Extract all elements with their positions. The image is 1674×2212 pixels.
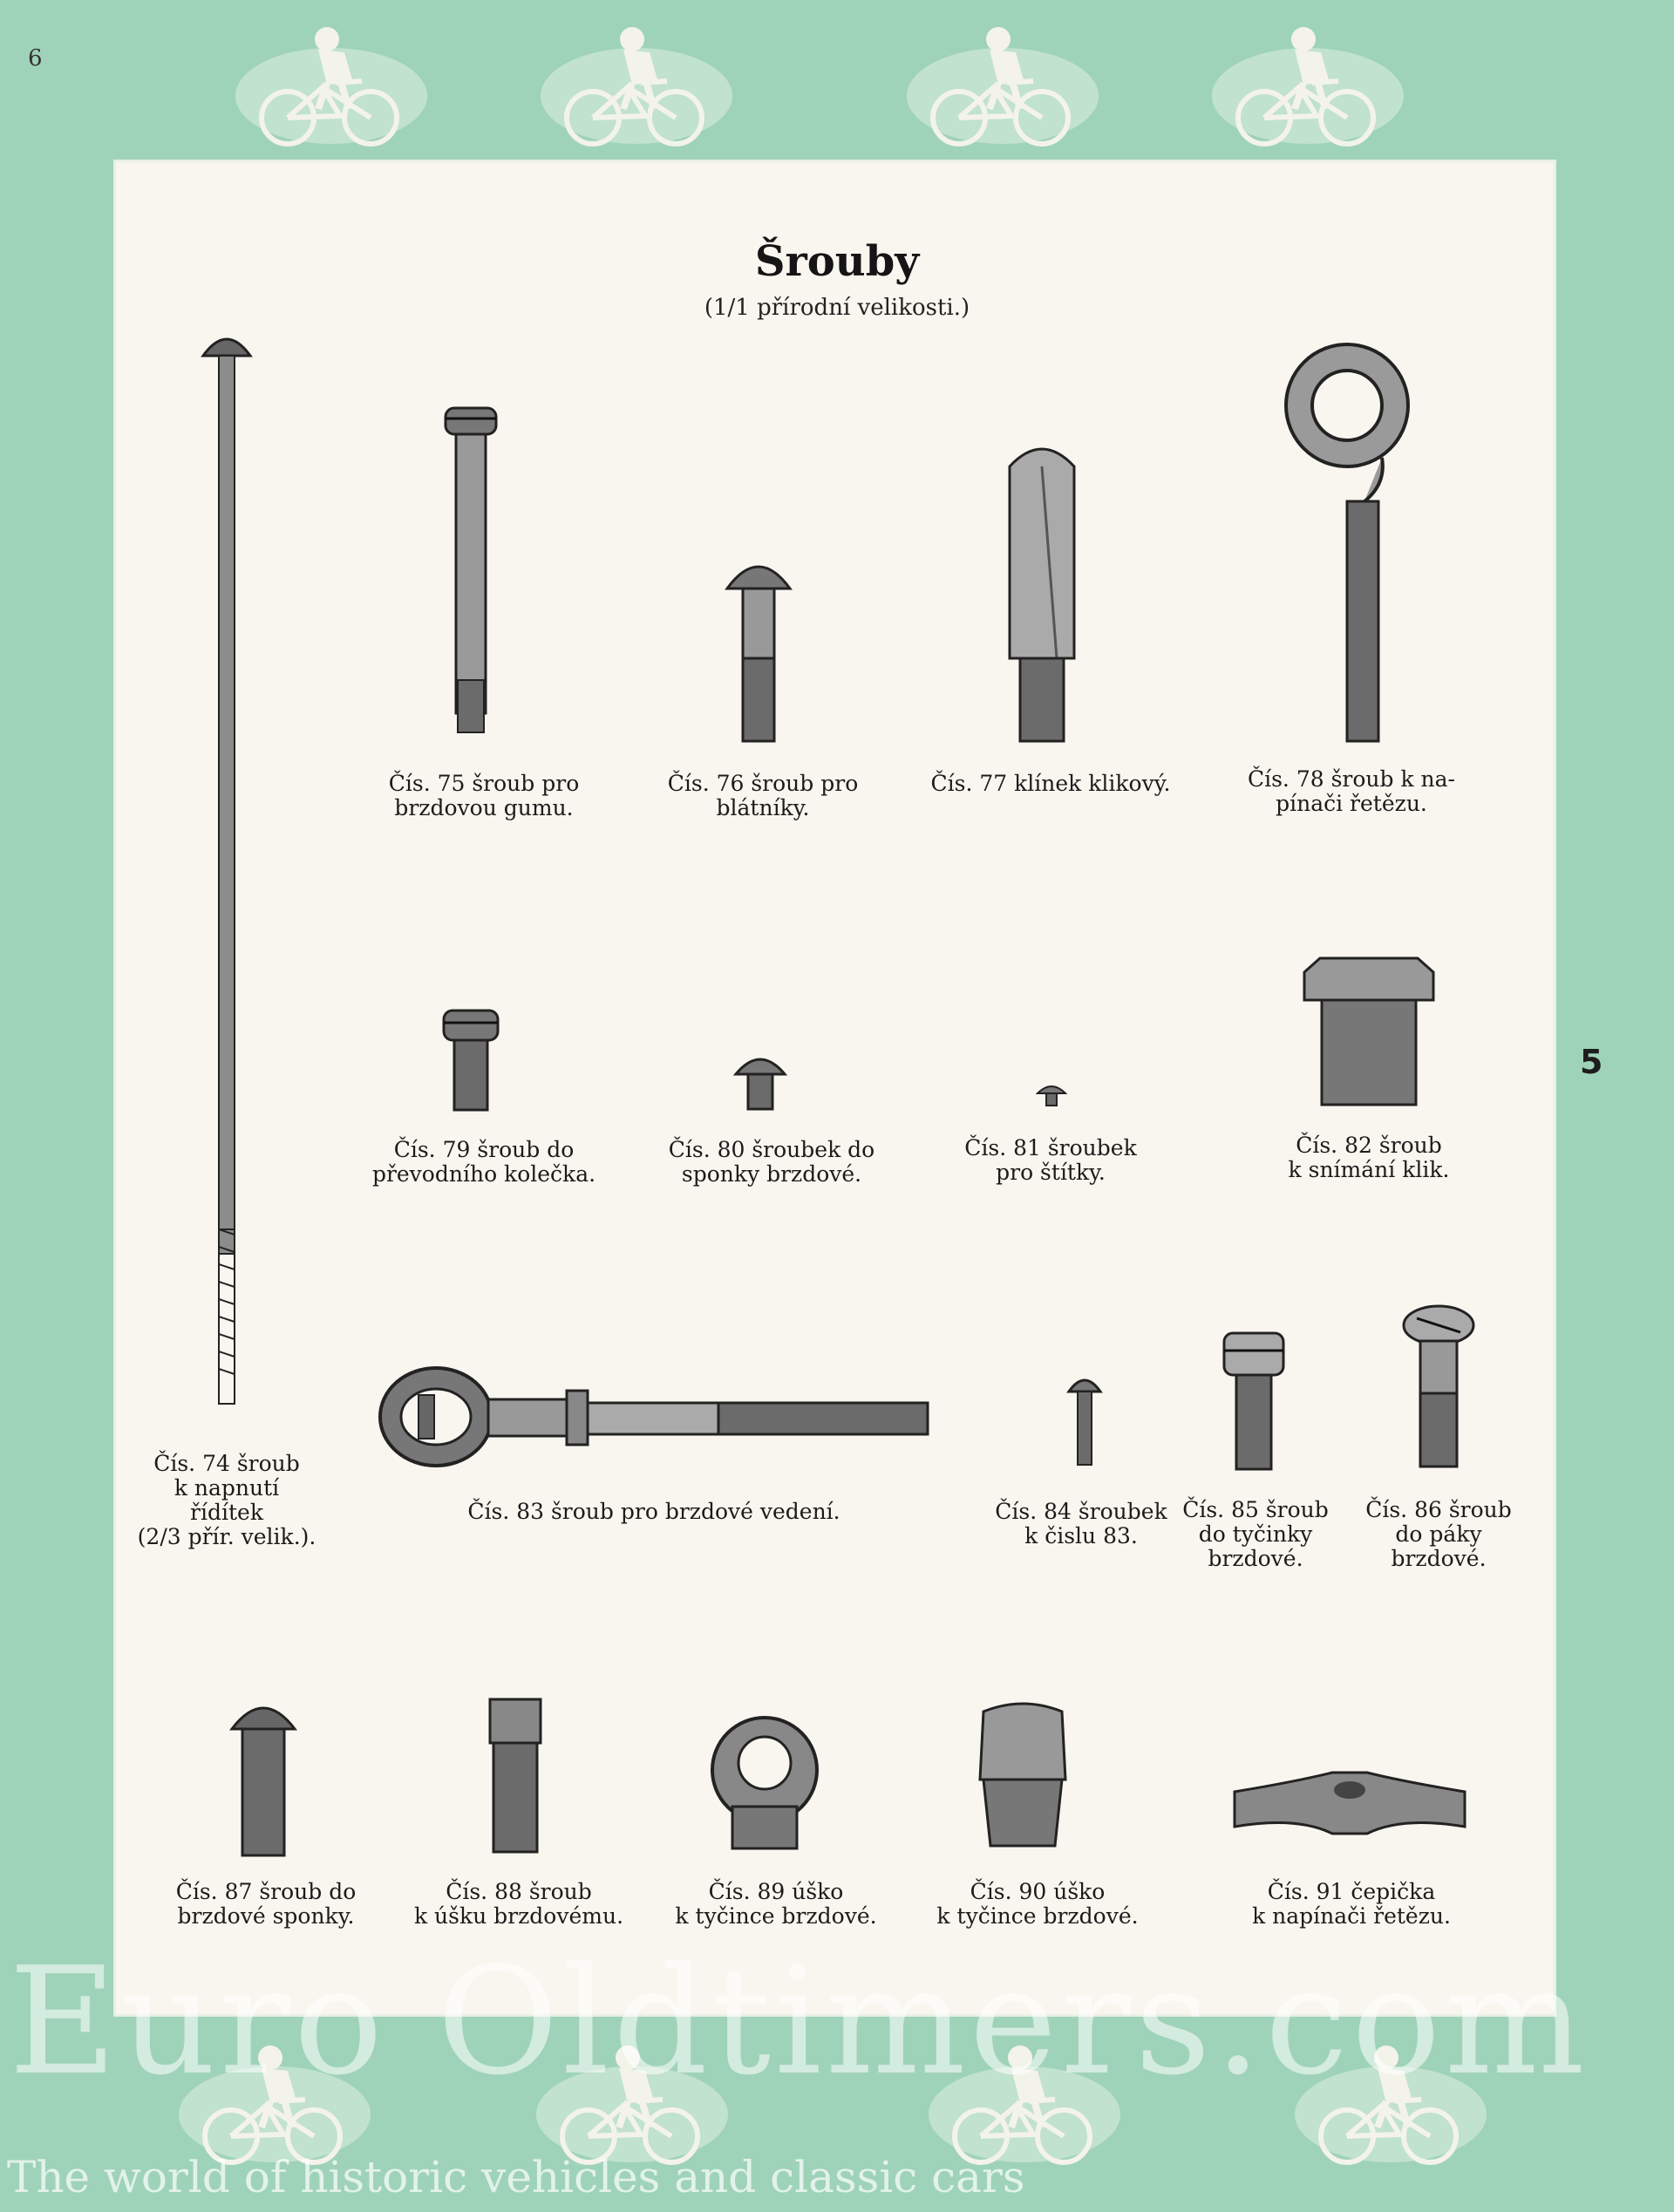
screw-86-illustration xyxy=(1399,1301,1478,1471)
watermark-tagline: The world of historic vehicles and classic cars xyxy=(7,2152,1025,2202)
eye-89-illustration xyxy=(708,1709,821,1853)
cyclist-illustration-top-2 xyxy=(536,13,737,153)
chain-tensioner-cap-91-illustration xyxy=(1228,1766,1472,1840)
caption-76: Čís. 76 šroub pro blátníky. xyxy=(667,771,859,820)
screw-76-illustration xyxy=(724,545,793,754)
brake-guide-bolt-83-illustration xyxy=(375,1356,933,1478)
screw-80-illustration xyxy=(732,1045,789,1114)
screw-85-illustration xyxy=(1219,1330,1289,1474)
eye-90-illustration xyxy=(975,1696,1071,1853)
caption-91: Čís. 91 čepička k napínači řetězu. xyxy=(1252,1879,1451,1929)
corner-mark: 6 xyxy=(28,45,43,71)
caption-89: Čís. 89 úško k tyčince brzdové. xyxy=(675,1879,877,1929)
caption-80: Čís. 80 šroubek do sponky brzdové. xyxy=(668,1137,875,1187)
cyclist-illustration-top-1 xyxy=(231,13,432,153)
cyclist-illustration-top-4 xyxy=(1208,13,1408,153)
page-title: Šrouby xyxy=(754,237,920,286)
page-subtitle: (1/1 přírodní velikosti.) xyxy=(704,295,970,321)
caption-88: Čís. 88 šroub k úšku brzdovému. xyxy=(413,1879,624,1929)
caption-84: Čís. 84 šroubek k čislu 83. xyxy=(995,1499,1167,1548)
caption-90: Čís. 90 úško k tyčince brzdové. xyxy=(936,1879,1139,1929)
crank-puller-82-illustration xyxy=(1299,955,1439,1112)
eye-bolt-78-illustration xyxy=(1277,336,1426,754)
screw-74-illustration xyxy=(196,323,257,1430)
caption-82: Čís. 82 šroub k snímání klik. xyxy=(1288,1133,1450,1182)
caption-79: Čís. 79 šroub do převodního kolečka. xyxy=(371,1137,596,1187)
screw-75-illustration xyxy=(440,401,501,759)
caption-78: Čís. 78 šroub k na- pínači řetězu. xyxy=(1247,766,1456,816)
screw-79-illustration xyxy=(440,1007,501,1116)
screw-84-illustration xyxy=(1065,1369,1104,1469)
caption-74: Čís. 74 šroub k napnutí řídítek (2/3 přír. velik.). xyxy=(137,1451,316,1549)
watermark-brand: Euro Oldtimers.com xyxy=(9,1936,1589,2108)
screw-81-illustration xyxy=(1036,1079,1067,1107)
caption-87: Čís. 87 šroub do brzdové sponky. xyxy=(175,1879,357,1929)
caption-75: Čís. 75 šroub pro brzdovou gumu. xyxy=(388,771,580,820)
page-number: 5 xyxy=(1580,1043,1603,1081)
crank-cotter-77-illustration xyxy=(1003,432,1081,754)
caption-86: Čís. 86 šroub do páky brzdové. xyxy=(1365,1497,1512,1571)
screw-88-illustration xyxy=(485,1696,546,1857)
cyclist-illustration-top-3 xyxy=(902,13,1103,153)
caption-85: Čís. 85 šroub do tyčinky brzdové. xyxy=(1182,1497,1329,1571)
caption-77: Čís. 77 klínek klikový. xyxy=(930,771,1171,796)
screw-87-illustration xyxy=(228,1687,298,1861)
caption-83: Čís. 83 šroub pro brzdové vedení. xyxy=(467,1499,840,1524)
caption-81: Čís. 81 šroubek pro štítky. xyxy=(964,1135,1137,1185)
